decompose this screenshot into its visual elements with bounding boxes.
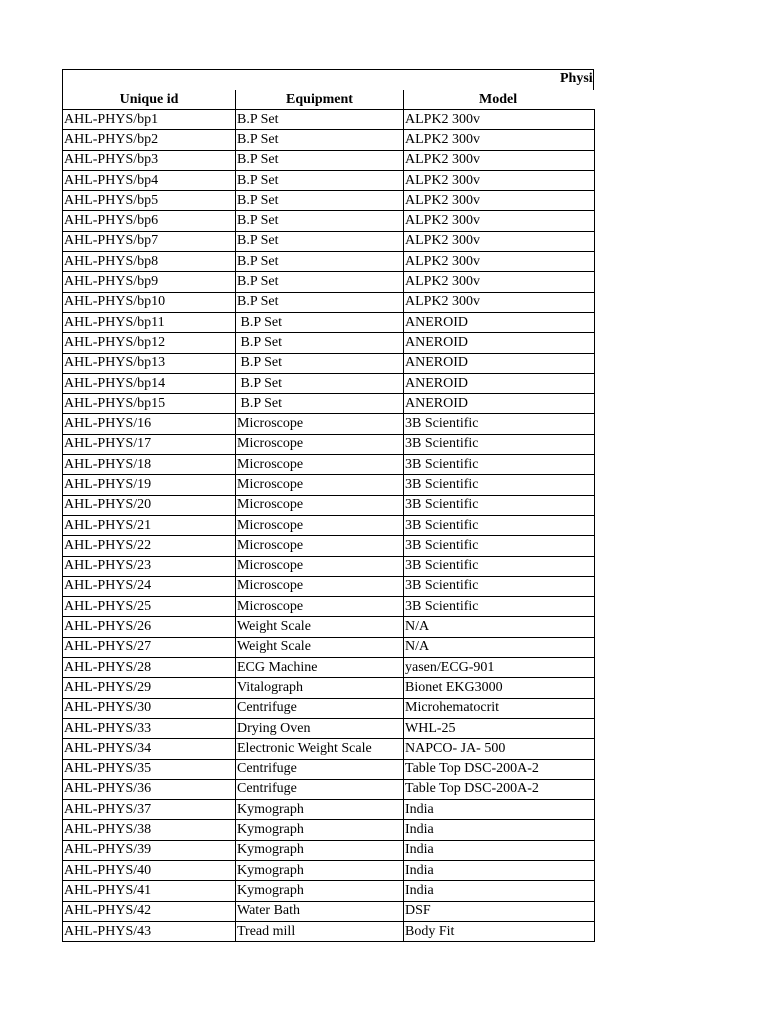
table-row	[63, 840, 595, 860]
table-row	[63, 617, 595, 637]
cell-model[interactable]: ALPK2 300v	[404, 130, 595, 150]
cell-equipment[interactable]: Microscope	[236, 455, 404, 475]
cell-model[interactable]: Table Top DSC-200A-2	[404, 779, 595, 799]
cell-unique-id[interactable]: AHL-PHYS/bp15	[63, 394, 236, 414]
cell-equipment[interactable]: Microscope	[236, 576, 404, 596]
table-row	[63, 637, 595, 657]
table-row	[63, 597, 595, 617]
table-row	[63, 515, 595, 535]
table-row	[63, 860, 595, 880]
column-header-unique-id: Unique id	[63, 90, 236, 110]
column-header-equipment: Equipment	[236, 90, 404, 110]
cell-equipment[interactable]: B.P Set	[236, 150, 404, 170]
cell-unique-id[interactable]: AHL-PHYS/39	[63, 840, 236, 860]
cell-model[interactable]: 3B Scientific	[404, 576, 595, 596]
cell-equipment[interactable]: B.P Set	[236, 353, 404, 373]
cell-unique-id[interactable]: AHL-PHYS/25	[63, 597, 236, 617]
cell-model[interactable]: ALPK2 300v	[404, 170, 595, 190]
cell-unique-id[interactable]: AHL-PHYS/29	[63, 678, 236, 698]
cell-unique-id[interactable]: AHL-PHYS/37	[63, 800, 236, 820]
table-row	[63, 536, 595, 556]
table-row	[63, 414, 595, 434]
header-row	[63, 90, 595, 110]
cell-model[interactable]: 3B Scientific	[404, 495, 595, 515]
cell-unique-id[interactable]: AHL-PHYS/27	[63, 637, 236, 657]
cell-equipment[interactable]: Kymograph	[236, 881, 404, 901]
cell-model[interactable]: 3B Scientific	[404, 556, 595, 576]
table-row	[63, 820, 595, 840]
cell-model[interactable]: ALPK2 300v	[404, 252, 595, 272]
table-row	[63, 252, 595, 272]
cell-model[interactable]: DSF	[404, 901, 595, 921]
cell-unique-id[interactable]: AHL-PHYS/21	[63, 515, 236, 535]
cell-equipment[interactable]: Centrifuge	[236, 779, 404, 799]
cell-unique-id[interactable]: AHL-PHYS/35	[63, 759, 236, 779]
cell-equipment[interactable]: B.P Set	[236, 110, 404, 130]
cell-equipment[interactable]: Weight Scale	[236, 617, 404, 637]
table-row	[63, 759, 595, 779]
cell-equipment[interactable]: Kymograph	[236, 840, 404, 860]
cell-model[interactable]: yasen/ECG-901	[404, 658, 595, 678]
cell-model[interactable]: ALPK2 300v	[404, 231, 595, 251]
cell-unique-id[interactable]: AHL-PHYS/bp4	[63, 170, 236, 190]
cell-equipment[interactable]: Microscope	[236, 434, 404, 454]
cell-unique-id[interactable]: AHL-PHYS/43	[63, 921, 236, 941]
cell-unique-id[interactable]: AHL-PHYS/bp6	[63, 211, 236, 231]
cell-unique-id[interactable]: AHL-PHYS/bp11	[63, 312, 236, 332]
cell-unique-id[interactable]: AHL-PHYS/40	[63, 860, 236, 880]
cell-equipment[interactable]: Drying Oven	[236, 718, 404, 738]
cell-unique-id[interactable]: AHL-PHYS/42	[63, 901, 236, 921]
cell-model[interactable]: ANEROID	[404, 333, 595, 353]
table-row	[63, 678, 595, 698]
table-row	[63, 698, 595, 718]
cell-model[interactable]: ANEROID	[404, 394, 595, 414]
cell-unique-id[interactable]: AHL-PHYS/19	[63, 475, 236, 495]
table-row	[63, 779, 595, 799]
cell-model[interactable]: ALPK2 300v	[404, 272, 595, 292]
cell-equipment[interactable]: B.P Set	[236, 333, 404, 353]
cell-model[interactable]: Bionet EKG3000	[404, 678, 595, 698]
cell-equipment[interactable]: B.P Set	[236, 312, 404, 332]
cell-unique-id[interactable]: AHL-PHYS/20	[63, 495, 236, 515]
table-row	[63, 718, 595, 738]
cell-equipment[interactable]: Microscope	[236, 515, 404, 535]
column-header-model: Model	[404, 90, 595, 110]
cell-unique-id[interactable]: AHL-PHYS/30	[63, 698, 236, 718]
table-row	[63, 333, 595, 353]
table-row	[63, 312, 595, 332]
cell-equipment[interactable]: B.P Set	[236, 394, 404, 414]
cell-unique-id[interactable]: AHL-PHYS/bp10	[63, 292, 236, 312]
table-row	[63, 495, 595, 515]
cell-unique-id[interactable]: AHL-PHYS/bp3	[63, 150, 236, 170]
cell-model[interactable]: India	[404, 881, 595, 901]
cell-model[interactable]: ALPK2 300v	[404, 191, 595, 211]
table-row	[63, 576, 595, 596]
cell-unique-id[interactable]: AHL-PHYS/28	[63, 658, 236, 678]
cell-unique-id[interactable]: AHL-PHYS/24	[63, 576, 236, 596]
table-row	[63, 231, 595, 251]
table-row	[63, 110, 595, 130]
cell-equipment[interactable]: B.P Set	[236, 130, 404, 150]
cell-unique-id[interactable]: AHL-PHYS/17	[63, 434, 236, 454]
cell-unique-id[interactable]: AHL-PHYS/26	[63, 617, 236, 637]
cell-unique-id[interactable]: AHL-PHYS/bp2	[63, 130, 236, 150]
title-row	[62, 69, 594, 90]
cell-unique-id[interactable]: AHL-PHYS/bp9	[63, 272, 236, 292]
table-body	[63, 110, 595, 942]
cell-equipment[interactable]: Kymograph	[236, 820, 404, 840]
cell-equipment[interactable]: Microscope	[236, 475, 404, 495]
cell-model[interactable]: ALPK2 300v	[404, 110, 595, 130]
cell-equipment[interactable]: B.P Set	[236, 252, 404, 272]
cell-equipment[interactable]: Electronic Weight Scale	[236, 739, 404, 759]
cell-unique-id[interactable]: AHL-PHYS/bp12	[63, 333, 236, 353]
cell-model[interactable]: ALPK2 300v	[404, 292, 595, 312]
cell-model[interactable]: 3B Scientific	[404, 597, 595, 617]
table-row	[63, 921, 595, 941]
cell-unique-id[interactable]: AHL-PHYS/16	[63, 414, 236, 434]
equipment-table	[62, 90, 595, 942]
cell-unique-id[interactable]: AHL-PHYS/bp7	[63, 231, 236, 251]
table-row	[63, 373, 595, 393]
table-row	[63, 901, 595, 921]
cell-model[interactable]: ANEROID	[404, 312, 595, 332]
cell-equipment[interactable]: Microscope	[236, 495, 404, 515]
spreadsheet	[62, 69, 594, 942]
table-row	[63, 455, 595, 475]
cell-unique-id[interactable]: AHL-PHYS/bp14	[63, 373, 236, 393]
table-row	[63, 170, 595, 190]
table-row	[63, 556, 595, 576]
table-row	[63, 394, 595, 414]
table-row	[63, 434, 595, 454]
cell-equipment[interactable]: Kymograph	[236, 860, 404, 880]
cell-equipment[interactable]: B.P Set	[236, 292, 404, 312]
cell-unique-id[interactable]: AHL-PHYS/22	[63, 536, 236, 556]
cell-equipment[interactable]: Kymograph	[236, 800, 404, 820]
cell-equipment[interactable]: B.P Set	[236, 170, 404, 190]
cell-equipment[interactable]: B.P Set	[236, 373, 404, 393]
cell-model[interactable]: 3B Scientific	[404, 434, 595, 454]
table-row	[63, 272, 595, 292]
cell-equipment[interactable]: B.P Set	[236, 272, 404, 292]
cell-model[interactable]: Body Fit	[404, 921, 595, 941]
table-row	[63, 881, 595, 901]
cell-equipment[interactable]: Weight Scale	[236, 637, 404, 657]
cell-equipment[interactable]: B.P Set	[236, 231, 404, 251]
table-row	[63, 475, 595, 495]
cell-equipment[interactable]: B.P Set	[236, 211, 404, 231]
cell-equipment[interactable]: Centrifuge	[236, 698, 404, 718]
cell-equipment[interactable]: Microscope	[236, 597, 404, 617]
cell-model[interactable]: India	[404, 800, 595, 820]
cell-equipment[interactable]: Microscope	[236, 414, 404, 434]
cell-model[interactable]: Microhematocrit	[404, 698, 595, 718]
cell-model[interactable]: N/A	[404, 617, 595, 637]
cell-model[interactable]: 3B Scientific	[404, 475, 595, 495]
cell-model[interactable]: ALPK2 300v	[404, 211, 595, 231]
cell-unique-id[interactable]: AHL-PHYS/bp5	[63, 191, 236, 211]
cell-model[interactable]: India	[404, 820, 595, 840]
cell-equipment[interactable]: B.P Set	[236, 191, 404, 211]
cell-unique-id[interactable]: AHL-PHYS/bp13	[63, 353, 236, 373]
cell-model[interactable]: WHL-25	[404, 718, 595, 738]
cell-equipment[interactable]: Centrifuge	[236, 759, 404, 779]
cell-model[interactable]: ANEROID	[404, 373, 595, 393]
cell-model[interactable]: 3B Scientific	[404, 515, 595, 535]
cell-unique-id[interactable]: AHL-PHYS/38	[63, 820, 236, 840]
cell-model[interactable]: India	[404, 840, 595, 860]
table-row	[63, 211, 595, 231]
cell-equipment[interactable]: Microscope	[236, 536, 404, 556]
cell-model[interactable]: India	[404, 860, 595, 880]
cell-equipment[interactable]: Vitalograph	[236, 678, 404, 698]
cell-equipment[interactable]: ECG Machine	[236, 658, 404, 678]
sheet-title: Physi	[560, 71, 593, 86]
cell-model[interactable]: N/A	[404, 637, 595, 657]
cell-equipment[interactable]: Water Bath	[236, 901, 404, 921]
cell-model[interactable]: 3B Scientific	[404, 455, 595, 475]
cell-unique-id[interactable]: AHL-PHYS/33	[63, 718, 236, 738]
cell-model[interactable]: ANEROID	[404, 353, 595, 373]
cell-equipment[interactable]: Tread mill	[236, 921, 404, 941]
cell-unique-id[interactable]: AHL-PHYS/18	[63, 455, 236, 475]
table-row	[63, 658, 595, 678]
cell-model[interactable]: 3B Scientific	[404, 414, 595, 434]
table-row	[63, 191, 595, 211]
cell-model[interactable]: ALPK2 300v	[404, 150, 595, 170]
table-row	[63, 739, 595, 759]
table-row	[63, 130, 595, 150]
cell-model[interactable]: Table Top DSC-200A-2	[404, 759, 595, 779]
table-row	[63, 292, 595, 312]
table-row	[63, 800, 595, 820]
cell-model[interactable]: 3B Scientific	[404, 536, 595, 556]
table-row	[63, 150, 595, 170]
cell-unique-id[interactable]: AHL-PHYS/41	[63, 881, 236, 901]
cell-unique-id[interactable]: AHL-PHYS/bp8	[63, 252, 236, 272]
cell-equipment[interactable]: Microscope	[236, 556, 404, 576]
cell-unique-id[interactable]: AHL-PHYS/34	[63, 739, 236, 759]
cell-unique-id[interactable]: AHL-PHYS/23	[63, 556, 236, 576]
cell-unique-id[interactable]: AHL-PHYS/bp1	[63, 110, 236, 130]
cell-model[interactable]: NAPCO- JA- 500	[404, 739, 595, 759]
table-row	[63, 353, 595, 373]
cell-unique-id[interactable]: AHL-PHYS/36	[63, 779, 236, 799]
